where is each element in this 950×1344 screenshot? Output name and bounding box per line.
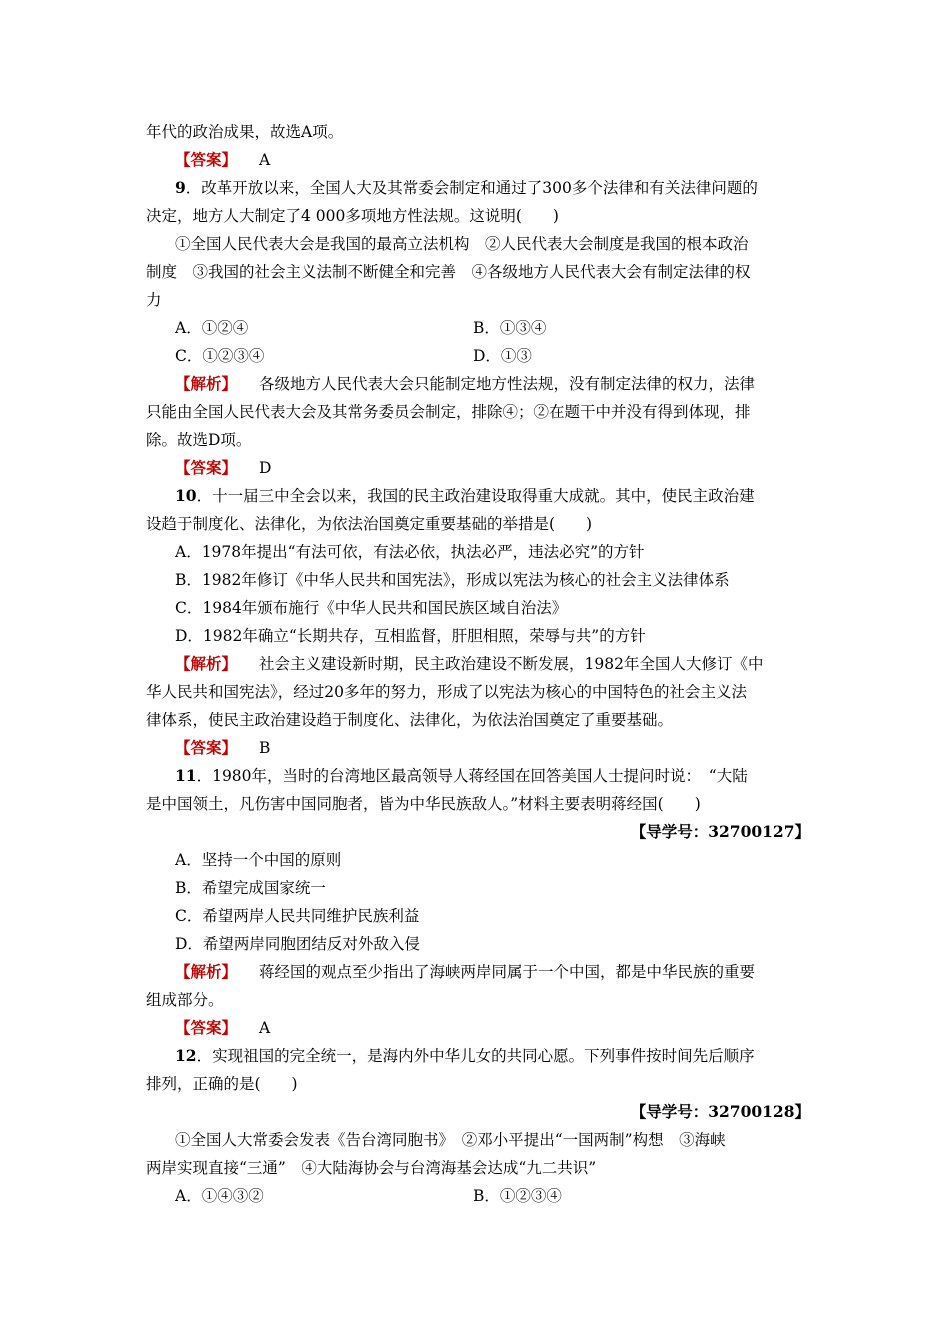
text-line: 设趋于制度化、法律化，为依法治国奠定重要基础的举措是( ): [146, 515, 593, 533]
option-c: C．希望两岸人民共同维护民族利益: [175, 907, 420, 925]
option-a: A．坚持一个中国的原则: [175, 851, 342, 869]
analysis-line: 【解析】 蒋经国的观点至少指出了海峡两岸同属于一个中国，都是中华民族的重要: [175, 962, 756, 981]
option-c: C．1984年颁布施行《中华人民共和国民族区域自治法》: [175, 599, 568, 617]
answer-value: D: [259, 459, 272, 477]
text-line: 制度 ③我国的社会主义法制不断健全和完善 ④各级地方人民代表大会有制定法律的权: [146, 263, 751, 281]
question-10-stem: 10．十一届三中全会以来，我国的民主政治建设取得重大成就。其中，使民主政治建: [175, 486, 755, 505]
text-line: 是中国领土，凡伤害中国同胞者，皆为中华民族敌人。”材料主要表明蒋经国( ): [146, 795, 701, 813]
text-line: 只能由全国人民代表大会及其常务委员会制定，排除④；②在题干中并没有得到体现，排: [146, 403, 751, 421]
answer-value: A: [259, 151, 271, 169]
analysis-tag: 【解析】: [175, 962, 238, 981]
text-line: ①全国人大常委会发表《告台湾同胞书》 ②邓小平提出“一国两制”构想 ③海峡: [175, 1131, 726, 1149]
question-number: 12: [175, 1046, 197, 1065]
analysis-line: 【解析】 社会主义建设新时期，民主政治建设不断发展，1982年全国人大修订《中: [175, 654, 764, 673]
answer-tag: 【答案】: [175, 150, 238, 169]
text-line: 华人民共和国宪法》，经过20多年的努力，形成了以宪法为核心的中国特色的社会主义法: [146, 683, 747, 701]
answer-line: [175, 454, 271, 482]
text-line: 两岸实现直接“三通” ④大陆海协会与台湾海基会达成“九二共识”: [146, 1159, 597, 1177]
text-line: 律体系，使民主政治建设趋于制度化、法律化，为依法治国奠定了重要基础。: [146, 711, 674, 729]
option-c: C．①②③④: [175, 347, 265, 365]
analysis-tag: 【解析】: [175, 374, 238, 393]
answer-value: A: [259, 1019, 271, 1037]
option-a: A．①④③②: [175, 1187, 264, 1205]
text-line: 除。故选D项。: [146, 431, 252, 449]
answer-line: [175, 1014, 270, 1042]
answer-line: [175, 734, 270, 762]
option-b: B．希望完成国家统一: [175, 879, 326, 897]
answer-value: B: [259, 739, 271, 757]
answer-tag: 【答案】: [175, 1018, 238, 1037]
option-b: B．1982年修订《中华人民共和国宪法》，形成以宪法为核心的社会主义法律体系: [175, 571, 730, 589]
option-d: D．希望两岸同胞团结反对外敌入侵: [175, 935, 420, 953]
guide-number: 【导学号：32700127】: [630, 822, 810, 841]
option-d: D．①③: [473, 347, 532, 365]
answer-tag: 【答案】: [175, 738, 238, 757]
option-a: A．1978年提出“有法可依，有法必依，执法必严，违法必究”的方针: [175, 543, 645, 561]
option-d: D．1982年确立“长期共存，互相监督，肝胆相照，荣辱与共”的方针: [175, 627, 646, 645]
text-line: 年代的政治成果，故选A项。: [146, 123, 344, 141]
option-a: A．①②④: [175, 319, 249, 337]
question-12-stem: 12．实现祖国的完全统一，是海内外中华儿女的共同心愿。下列事件按时间先后顺序: [175, 1046, 755, 1065]
question-number: 9: [175, 178, 186, 197]
analysis-line: 【解析】 各级地方人民代表大会只能制定地方性法规，没有制定法律的权力，法律: [175, 374, 756, 393]
option-b: B．①②③④: [473, 1187, 562, 1205]
guide-number: 【导学号：32700128】: [630, 1102, 810, 1121]
text-line: 决定，地方人大制定了4 000多项地方性法规。这说明( ): [146, 207, 559, 225]
answer-tag: 【答案】: [175, 458, 238, 477]
text-line: 力: [146, 291, 162, 309]
text-line: 排列，正确的是( ): [146, 1075, 298, 1093]
question-11-stem: 11．1980年，当时的台湾地区最高领导人蒋经国在回答美国人士提问时说： “大陆: [175, 766, 748, 785]
question-number: 10: [175, 486, 197, 505]
question-9-stem: 9．改革开放以来，全国人大及其常委会制定和通过了300多个法律和有关法律问题的: [175, 178, 758, 197]
option-b: B．①③④: [473, 319, 547, 337]
text-line: 组成部分。: [146, 991, 224, 1009]
text-line: ①全国人民代表大会是我国的最高立法机构 ②人民代表大会制度是我国的根本政治: [175, 235, 749, 253]
answer-line: [175, 146, 270, 174]
question-number: 11: [175, 766, 197, 785]
analysis-tag: 【解析】: [175, 654, 238, 673]
